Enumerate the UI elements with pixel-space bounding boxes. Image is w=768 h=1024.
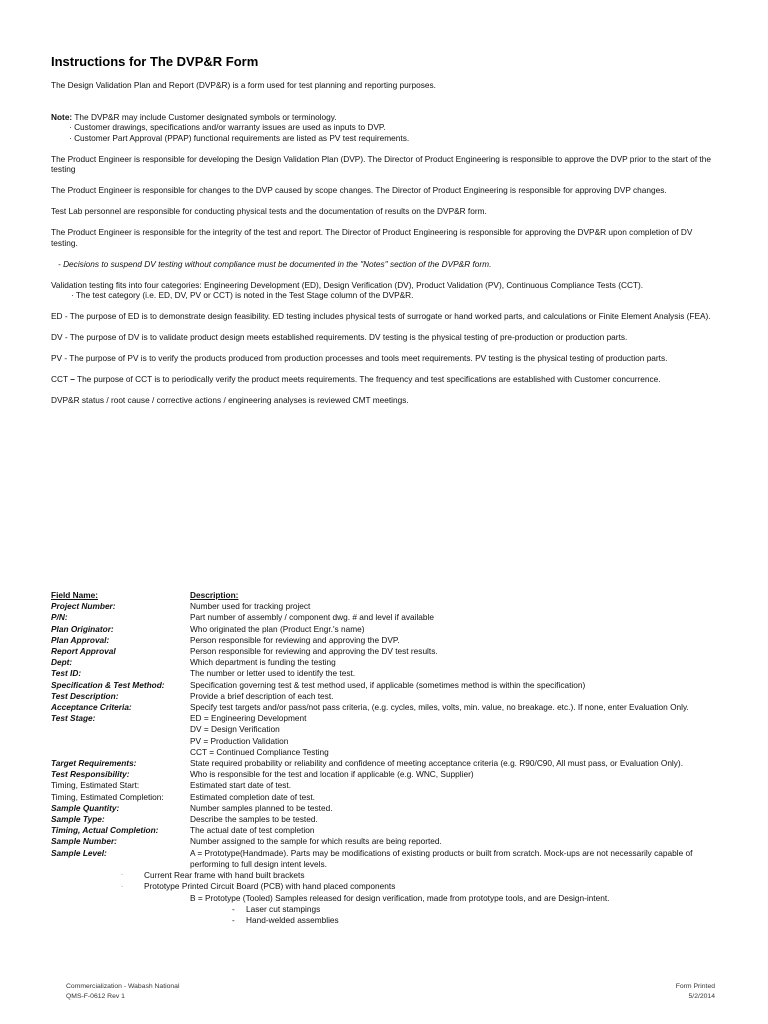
field-header-row xyxy=(51,590,716,601)
sample-level-a-item: · Prototype Printed Circuit Board (PCB) with hand placed components xyxy=(121,881,396,892)
field-description: The number or letter used to identify the test. xyxy=(190,668,356,679)
bullet-marker: - xyxy=(232,904,235,915)
field-description: Specify test targets and/or pass/not pass criteria, (e.g. cycles, miles, volts, min. value, no breakage. etc.). If none, enter Evaluation Only. xyxy=(190,702,689,713)
field-description: Describe the samples to be tested. xyxy=(190,814,318,825)
field-name xyxy=(51,724,190,735)
field-name-header: Field Name: xyxy=(51,590,99,600)
field-name: Report Approval xyxy=(51,646,116,657)
field-row xyxy=(51,680,716,691)
field-row xyxy=(51,747,716,758)
field-name: Test Responsibility: xyxy=(51,769,130,780)
footer-form-id: QMS-F-0612 Rev 1 xyxy=(66,992,125,1000)
field-name: Sample Level: xyxy=(51,847,107,858)
footer-company: Commercialization - Wabash National xyxy=(66,983,180,990)
field-row xyxy=(51,780,716,791)
paragraph-categories: Validation testing fits into four categories: Engineering Development (ED), Design Verification (DV), Product Validation (PV), Continuous Compliance Tests (CCT). xyxy=(51,279,644,290)
paragraph-categories-bullet: · The test category (i.e. ED, DV, PV or CCT) is noted in the Test Stage column of the DVP&R. xyxy=(71,290,414,300)
field-description: PV = Production Validation xyxy=(190,735,289,746)
cct-dash: – xyxy=(70,374,75,384)
field-row xyxy=(51,612,716,623)
sample-level-b-row xyxy=(51,893,716,904)
field-description: Number assigned to the sample for which results are being reported. xyxy=(190,836,442,847)
note-label: Note: xyxy=(51,111,73,122)
field-description: The actual date of test completion xyxy=(190,825,315,836)
field-name: Sample Type: xyxy=(51,814,105,825)
paragraph-suspend: - Decisions to suspend DV testing without compliance must be documented in the "Notes" section of the DVP&R form. xyxy=(58,258,492,269)
field-name: Sample Quantity: xyxy=(51,802,120,813)
sample-level-b-item: - Hand-welded assemblies xyxy=(232,915,339,926)
field-description: Specification governing test & test method used, if applicable (sometimes method is within the specification) xyxy=(190,679,586,690)
note-paragraph xyxy=(51,112,711,123)
field-name: Dept: xyxy=(51,657,73,668)
field-name: Target Requirements: xyxy=(51,758,137,769)
field-row xyxy=(51,702,716,713)
note-bullet: · Customer drawings, specifications and/or warranty issues are used as inputs to DVP. xyxy=(69,122,386,132)
field-name: Timing, Estimated Completion: xyxy=(51,791,164,802)
intro-paragraph: The Design Validation Plan and Report (DVP&R) is a form used for test planning and reporting purposes. xyxy=(51,80,436,90)
field-description: Person responsible for reviewing and approving the DV test results. xyxy=(190,646,438,657)
field-description: Estimated completion date of test. xyxy=(190,791,315,802)
field-row xyxy=(51,601,716,612)
field-description: Number used for tracking project xyxy=(190,601,311,612)
field-row xyxy=(51,758,716,769)
field-name: P/N: xyxy=(51,612,68,623)
cct-label: CCT xyxy=(51,374,71,384)
field-row xyxy=(51,668,716,679)
paragraph-lab: Test Lab personnel are responsible for conducting physical tests and the documentation of results on the DVP&R form. xyxy=(51,206,487,216)
field-name: Plan Approval: xyxy=(51,634,110,645)
instructions-body xyxy=(51,80,711,416)
field-name xyxy=(51,736,190,747)
field-description: CCT = Continued Compliance Testing xyxy=(190,746,329,757)
sample-level-b: B = Prototype (Tooled) Samples released for design verification, made from prototype tools, and are Design-intent. xyxy=(190,892,610,903)
paragraph-changes: The Product Engineer is responsible for changes to the DVP caused by scope changes. The Director of Product Engineering is responsible for approving DVP changes. xyxy=(51,185,667,195)
field-name: Sample Number: xyxy=(51,836,117,847)
footer-right xyxy=(655,982,715,1001)
field-rows xyxy=(51,601,716,870)
field-name: Timing, Estimated Start: xyxy=(51,780,140,791)
field-row xyxy=(51,848,716,870)
field-row xyxy=(51,803,716,814)
field-description: Part number of assembly / component dwg. # and level if available xyxy=(190,612,434,623)
field-description: State required probability or reliability and confidence of meeting acceptance criteria (e.g. R90/C90, All must pass, or Evaluation Only). xyxy=(190,758,683,769)
paragraph-integrity: The Product Engineer is responsible for the integrity of the test and report. The Director of Product Engineering is responsible for approving the DVP&R upon completion of DV testing. xyxy=(51,227,693,248)
field-row xyxy=(51,724,716,735)
field-description: Who is responsible for the test and location if applicable (e.g. WNC, Supplier) xyxy=(190,769,474,780)
field-row xyxy=(51,657,716,668)
field-row xyxy=(51,792,716,803)
cct-text: The purpose of CCT is to periodically verify the product meets requirements. The frequency and test specifications are established with Customer concurrence. xyxy=(74,374,661,384)
field-description: ED = Engineering Development xyxy=(190,713,307,724)
field-row xyxy=(51,646,716,657)
field-name: Test Description: xyxy=(51,690,119,701)
field-row xyxy=(51,691,716,702)
field-description: DV = Design Verification xyxy=(190,724,280,735)
page-title: Instructions for The DVP&R Form xyxy=(51,54,259,69)
footer-printed-label: Form Printed xyxy=(675,983,715,990)
field-name: Acceptance Criteria: xyxy=(51,702,132,713)
field-row xyxy=(51,713,716,724)
field-definitions xyxy=(51,590,716,927)
bullet-marker: - xyxy=(232,915,235,926)
field-description: Which department is funding the testing xyxy=(190,657,336,668)
field-name: Specification & Test Method: xyxy=(51,679,165,690)
field-name: Plan Originator: xyxy=(51,623,114,634)
footer-date: 5/2/2014 xyxy=(688,992,715,1000)
note-text: The DVP&R may include Customer designated symbols or terminology. xyxy=(72,111,337,122)
paragraph-cct xyxy=(51,374,711,385)
field-name xyxy=(51,747,190,758)
field-row xyxy=(51,736,716,747)
paragraph-pv: PV - The purpose of PV is to verify the products produced from production processes and tools meet requirements. PV testing is the physical testing of production parts. xyxy=(51,353,668,363)
footer-left xyxy=(66,982,179,1001)
field-row xyxy=(51,814,716,825)
sample-level-a-item: · Current Rear frame with hand built brackets xyxy=(121,870,305,881)
field-description: Who originated the plan (Product Engr.'s name) xyxy=(190,623,365,634)
field-name: Test Stage: xyxy=(51,713,96,724)
field-name: Test ID: xyxy=(51,668,82,679)
field-row xyxy=(51,769,716,780)
bullet-marker: · xyxy=(121,872,123,879)
field-description: Person responsible for reviewing and approving the DVP. xyxy=(190,634,400,645)
field-row xyxy=(51,635,716,646)
paragraph-status: DVP&R status / root cause / corrective actions / engineering analyses is reviewed CMT meetings. xyxy=(51,395,409,405)
paragraph-dv: DV - The purpose of DV is to validate product design meets established requirements. DV testing is the physical testing of pre-production or production parts. xyxy=(51,332,628,342)
note-bullet: · Customer Part Approval (PPAP) functional requirements are listed as PV test requirements. xyxy=(69,132,410,143)
field-description: A = Prototype(Handmade). Parts may be modifications of existing products or built from scratch. Mock-ups are not necessarily capable of performing to full design intent levels. xyxy=(190,847,693,869)
sample-level-b-item: - Laser cut stampings xyxy=(232,904,321,915)
field-desc-header: Description: xyxy=(190,590,239,600)
paragraph-dvp: The Product Engineer is responsible for developing the Design Validation Plan (DVP). The Director of Product Engineering is responsible to approve the DVP prior to the start of the testing xyxy=(51,153,711,174)
field-row xyxy=(51,836,716,847)
field-description: Estimated start date of test. xyxy=(190,780,291,791)
field-name: Timing, Actual Completion: xyxy=(51,825,159,836)
field-row xyxy=(51,825,716,836)
field-name: Project Number: xyxy=(51,601,116,612)
field-description: Provide a brief description of each test. xyxy=(190,690,334,701)
field-description: Number samples planned to be tested. xyxy=(190,802,333,813)
field-row xyxy=(51,624,716,635)
paragraph-ed: ED - The purpose of ED is to demonstrate design feasibility. ED testing includes physical tests of surrogate or hand worked parts, and calculations or Finite Element Analysis (FEA). xyxy=(51,311,711,321)
bullet-marker: · xyxy=(121,883,123,890)
